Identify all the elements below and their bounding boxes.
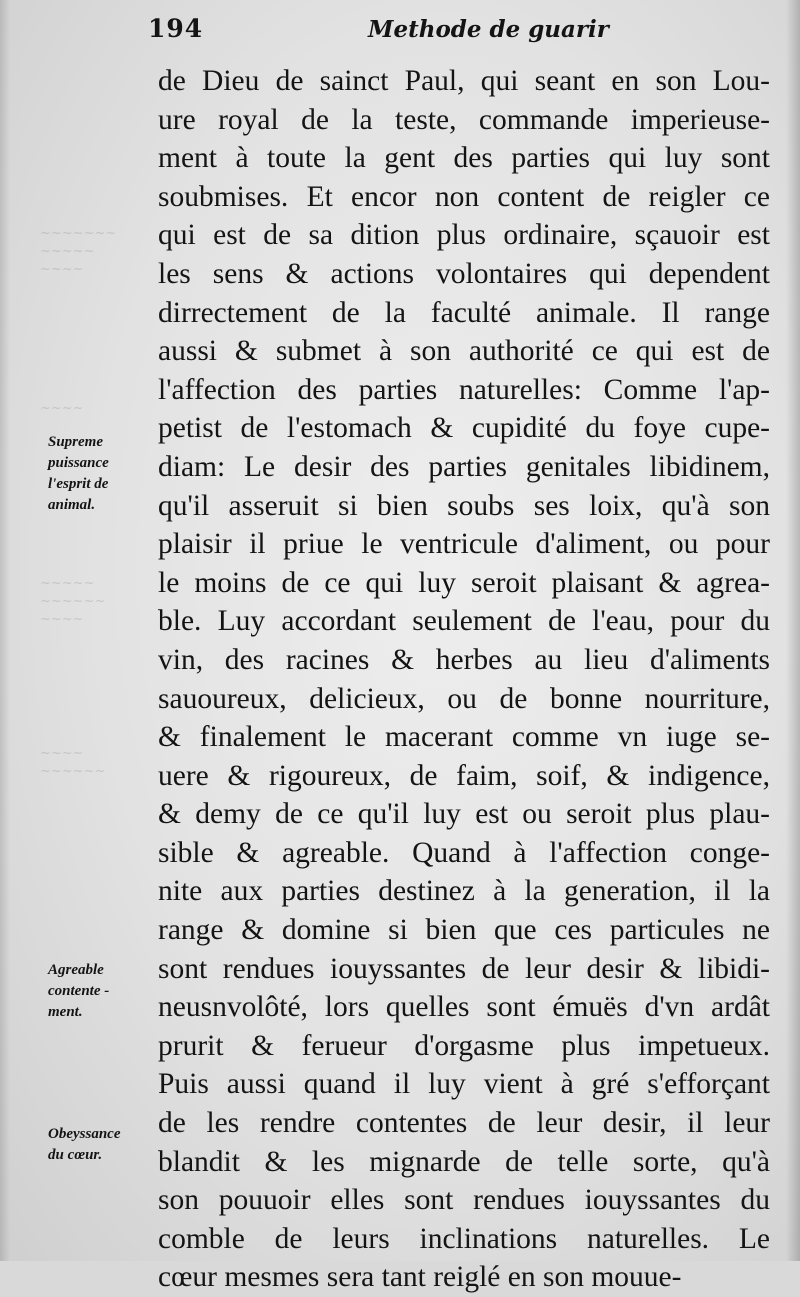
- gutter-shadow: [0, 0, 10, 1261]
- text-line: & demy de ce qu'il luy est ou seroit plus plau-: [158, 798, 770, 831]
- text-line: nite aux parties destinez à la generation, il la: [158, 875, 770, 908]
- text-line: le moins de ce qui luy seroit plaisant & agrea-: [158, 566, 770, 599]
- text-line: comble de leurs inclinations naturelles. Le: [158, 1222, 770, 1255]
- text-line: petist de l'estomach & cupidité du foye cupe-: [158, 412, 770, 445]
- text-line: l'affection des parties naturelles: Comme l'ap-: [158, 373, 770, 406]
- text-line: sible & agreable. Quand à l'affection conge-: [158, 836, 770, 869]
- page-edge-shadow: [786, 0, 800, 1261]
- margin-note-supreme-puissance: [48, 432, 158, 516]
- bleed-through-decoration: ~~~~ ~~~~~~: [40, 746, 106, 779]
- text-line: blandit & les mignarde de telle sorte, qu'à: [158, 1145, 770, 1178]
- margin-note-line: contente -: [48, 983, 110, 999]
- text-line: diam: Le desir des parties genitales libidinem,: [158, 450, 770, 483]
- margin-note-obeyssance-du-coeur: [48, 1124, 158, 1166]
- text-line: Puis aussi quand il luy vient à gré s'efforçant: [158, 1068, 770, 1101]
- text-line: de les rendre contentes de leur desir, il leur: [158, 1107, 770, 1140]
- text-line: ure royal de la teste, commande imperieuse-: [158, 103, 770, 136]
- text-line: ble. Luy accordant seulement de l'eau, pour du: [158, 605, 770, 638]
- margin-note-line: Agreable: [48, 962, 104, 978]
- text-line: neusnvolôté, lors quelles sont émuës d'vn ardât: [158, 991, 770, 1024]
- text-line: soubmises. Et encor non content de reigler ce: [158, 180, 770, 213]
- bleed-through-decoration: ~~~~~ ~~~~~~ ~~~~: [40, 576, 106, 627]
- text-line: prurit & ferueur d'orgasme plus impetueux.: [158, 1029, 770, 1062]
- text-line: qu'il asseruit si bien soubs ses loix, qu'à son: [158, 489, 770, 522]
- margin-note-line: ment.: [48, 1004, 83, 1020]
- bleed-through-decoration: ~~~~: [40, 401, 84, 416]
- margin-note-line: Obeyssance: [48, 1126, 121, 1142]
- text-line: de Dieu de sainct Paul, qui seant en son Lou-: [158, 65, 770, 97]
- text-line: sont rendues iouyssantes de leur desir & libidi-: [158, 952, 770, 985]
- text-line: les sens & actions volontaires qui dependent: [158, 257, 770, 290]
- text-line: vin, des racines & herbes au lieu d'aliments: [158, 643, 770, 676]
- text-line: uere & rigoureux, de faim, soif, & indigence,: [158, 759, 770, 792]
- margin-note-line: l'esprit de: [48, 476, 109, 492]
- margin-note-line: puissance: [48, 455, 109, 471]
- margin-note-line: Supreme: [48, 434, 104, 450]
- text-line: dirrectement de la faculté animale. Il range: [158, 296, 770, 329]
- text-line: plaisir il priue le ventricule d'aliment, ou pour: [158, 528, 770, 561]
- bleed-through-decoration: ~~~~~~~ ~~~~~ ~~~~: [40, 226, 117, 277]
- text-line: son pouuoir elles sont rendues iouyssantes du: [158, 1184, 770, 1217]
- page-number: 194: [148, 14, 204, 43]
- text-line: qui est de sa dition plus ordinaire, sçauoir est: [158, 219, 770, 252]
- text-line: range & domine si bien que ces particules ne: [158, 914, 770, 947]
- margin-note-line: du cœur.: [48, 1147, 103, 1163]
- running-title: Methode de guarir: [368, 16, 609, 43]
- body-text: [158, 62, 770, 1297]
- text-line: aussi & submet à son authorité ce qui est de: [158, 335, 770, 368]
- text-line: sauoureux, delicieux, ou de bonne nourriture,: [158, 682, 770, 715]
- text-line: cœur mesmes sera tant reiglé en son mouue-: [158, 1261, 682, 1294]
- margin-note-line: animal.: [48, 497, 96, 513]
- text-line: ment à toute la gent des parties qui luy sont: [158, 142, 770, 175]
- text-line: & finalement le macerant comme vn iuge se-: [158, 721, 770, 754]
- margin-note-agreable-contentement: [48, 960, 158, 1023]
